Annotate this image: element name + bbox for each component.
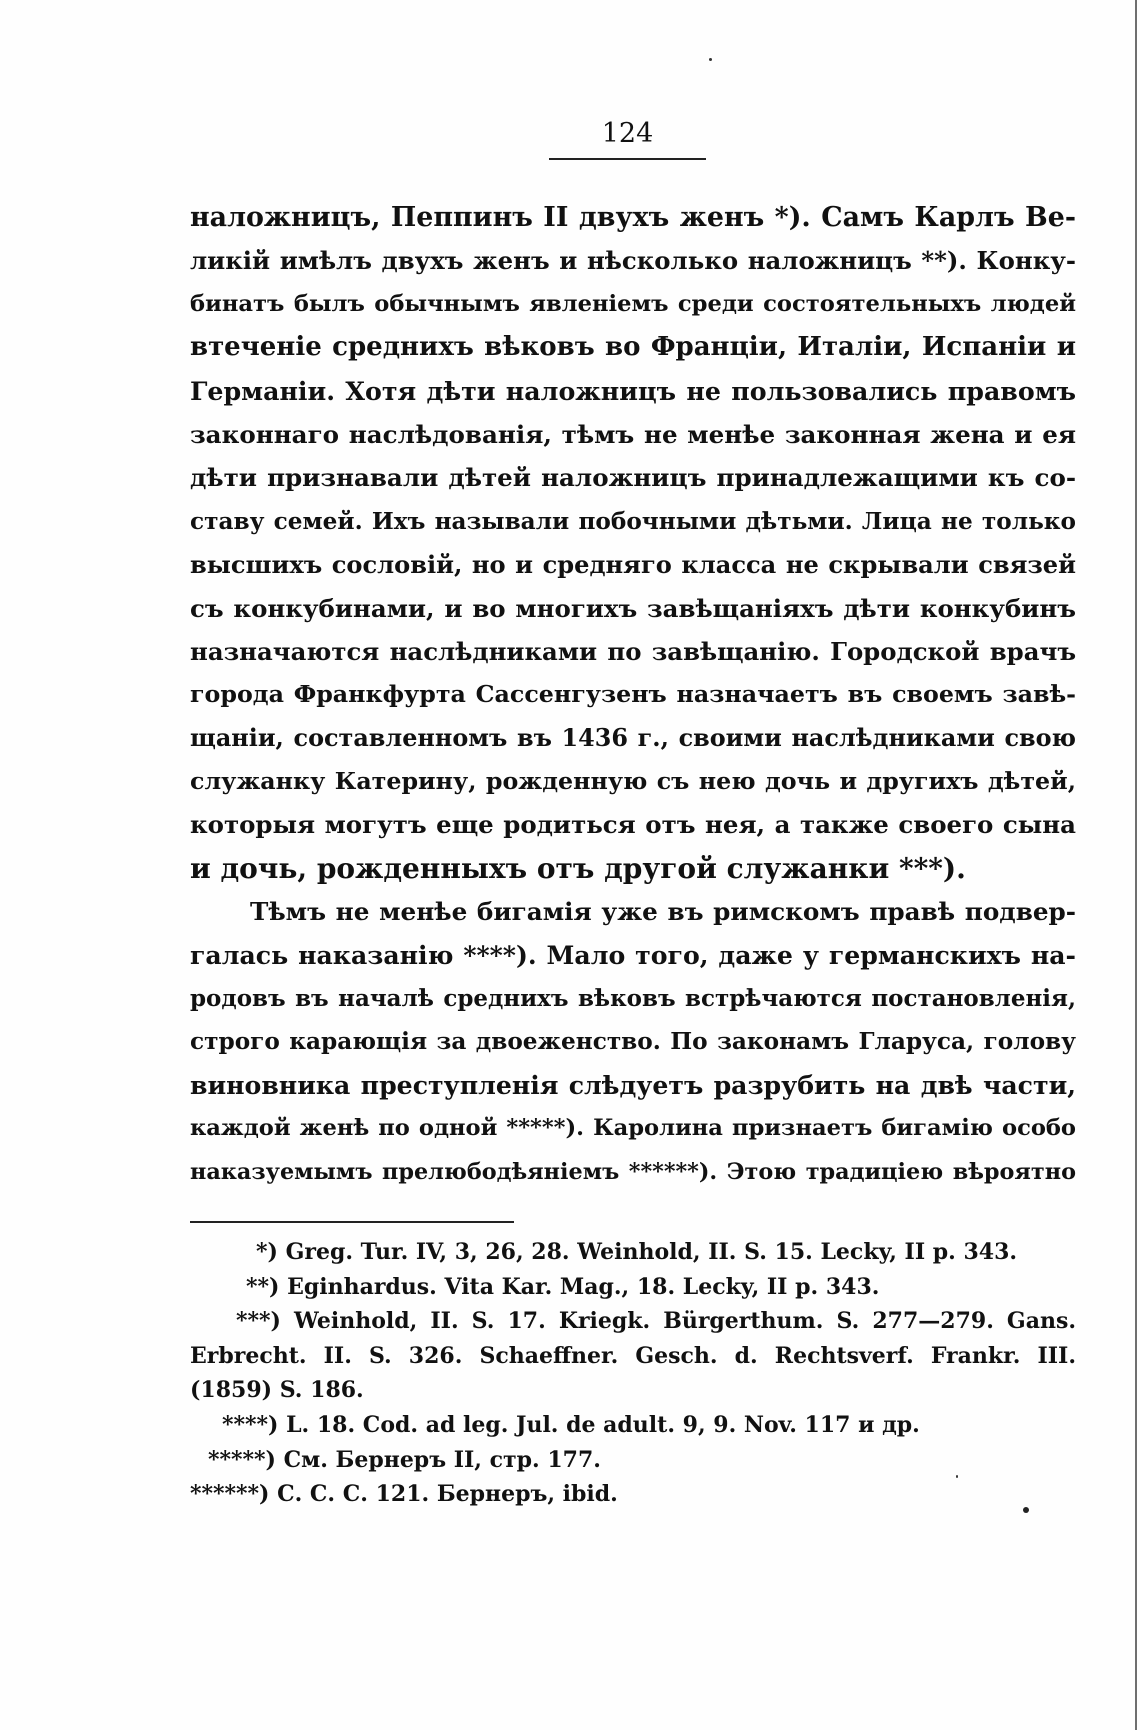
footnote: *****) См. Бернеръ II, стр. 177. [208, 1446, 601, 1473]
footnote: ******) С. С. С. 121. Бернеръ, ibid. [190, 1481, 618, 1508]
footnote-separator [190, 1221, 514, 1223]
footnote-continuation: (1859) S. 186. [190, 1377, 364, 1404]
text-line: бинатъ былъ обычнымъ явленіемъ среди состоятельныхъ людей [190, 290, 1076, 317]
text-line: наложницъ, Пеппинъ II двухъ женъ *). Самъ Карлъ Ве- [190, 202, 1076, 233]
page-number: 124 [601, 118, 654, 149]
text-line: втеченіе среднихъ вѣковъ во Франціи, Италіи, Испаніи и [190, 332, 1076, 363]
scan-speck [709, 58, 712, 61]
text-line: ставу семей. Ихъ называли побочными дѣтьми. Лица не только [190, 507, 1076, 535]
text-line: ликій имѣлъ двухъ женъ и нѣсколько наложницъ **). Конку- [190, 246, 1076, 276]
text-line: съ конкубинами, и во многихъ завѣщаніяхъ дѣти конкубинъ [190, 593, 1076, 623]
paragraph-first-line: Тѣмъ не менѣе бигамія уже въ римскомъ правѣ подвер- [250, 897, 1076, 927]
text-line: назначаются наслѣдниками по завѣщанію. Городской врачъ [190, 636, 1076, 666]
text-line: строго карающія за двоеженство. По законамъ Гларуса, голову [190, 1028, 1076, 1056]
page-number-rule [549, 158, 706, 160]
page-edge-line [1135, 0, 1137, 1730]
body-text [190, 196, 1076, 1194]
text-line: галась наказанію ****). Мало того, даже у германскихъ на- [190, 939, 1076, 970]
text-line: дѣти признавали дѣтей наложницъ принадлежащими къ со- [190, 463, 1076, 493]
text-line: города Франкфурта Сассенгузенъ назначаетъ въ своемъ завѣ- [190, 680, 1076, 709]
footnote: **) Eginhardus. Vita Kar. Mag., 18. Lecky, II p. 343. [246, 1273, 880, 1300]
footnote: *) Greg. Tur. IV, 3, 26, 28. Weinhold, II. S. 15. Lecky, II p. 343. [256, 1239, 1018, 1265]
text-line: Германіи. Хотя дѣти наложницъ не пользовались правомъ [190, 375, 1076, 406]
text-line: и дочь, рожденныхъ отъ другой служанки ***). [190, 851, 966, 885]
text-line: служанку Катерину, рожденную съ нею дочь и другихъ дѣтей, [190, 767, 1076, 796]
scan-speck [1023, 1507, 1029, 1513]
text-line: родовъ въ началѣ среднихъ вѣковъ встрѣчаются постановленія, [190, 985, 1076, 1013]
footnote: ***) Weinhold, II. S. 17. Kriegk. Bürgerthum. S. 277—279. Gans. [236, 1308, 1076, 1335]
text-line: виновника преступленія слѣдуетъ разрубить на двѣ части, [190, 1069, 1076, 1100]
scan-speck [956, 1475, 958, 1478]
text-line: которыя могутъ еще родиться отъ нея, а также своего сына [190, 810, 1076, 840]
footnotes [190, 1235, 1076, 1512]
text-line: высшихъ сословій, но и средняго класса не скрывали связей [190, 550, 1076, 580]
footnote: ****) L. 18. Cod. ad leg. Jul. de adult. 9, 9. Nov. 117 и др. [222, 1411, 920, 1438]
text-line: щаніи, составленномъ въ 1436 г., своими наслѣдниками свою [190, 723, 1076, 752]
footnote-continuation: Erbrecht. II. S. 326. Schaeffner. Gesch. d. Rechtsverf. Frankr. III. [190, 1342, 1076, 1369]
text-line: каждой женѣ по одной *****). Каролина признаетъ бигамію особо [190, 1115, 1076, 1142]
text-line: законнаго наслѣдованія, тѣмъ не менѣе законная жена и ея [190, 419, 1076, 449]
text-line: наказуемымъ прелюбодѣяніемъ ******). Этою традиціею вѣроятно [190, 1158, 1076, 1185]
